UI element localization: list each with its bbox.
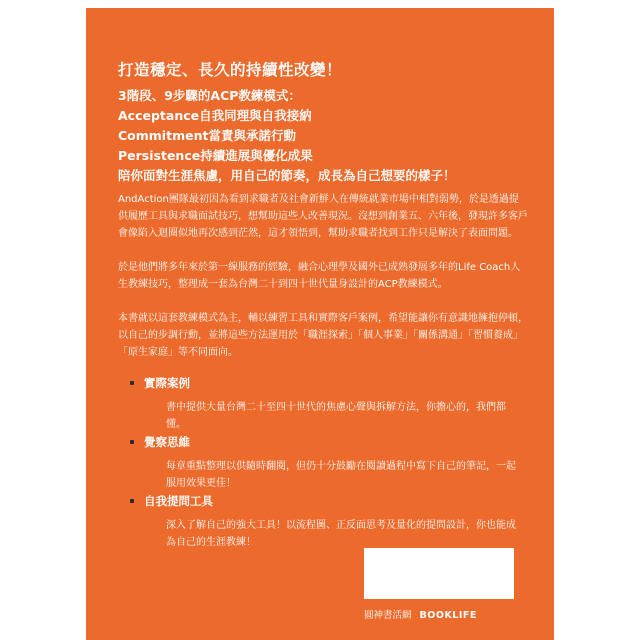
bullet-icon (130, 440, 134, 444)
feature-body: 深入了解自己的強大工具！以流程圖、正反面思考及量化的提問設計，你也能成為自己的生涯教練！ (166, 520, 516, 548)
feature-title: 覺察思維 (144, 435, 190, 449)
feature-title: 實際案例 (144, 376, 190, 390)
acp-summary (118, 86, 456, 186)
acp-line: Acceptance自我同理與自我接納 (118, 108, 312, 123)
intro-paragraph: AndAction團隊最初因為看到求職者及社會新鮮人在傳統就業市場中相對弱勢，於是透過提供履歷工具與求職面試技巧，想幫助這些人改善現況。沒想到創業五、六年後，發現許多客戶會像陷入迴圈似地再次感到茫然，這才領悟到，幫助求職者找到工作只是解決了表面問題。 (118, 194, 528, 239)
barcode-area (364, 548, 514, 599)
bullet-icon (130, 499, 134, 503)
feature-body: 每章重點整理以供隨時翻閱，但仍十分鼓勵在閱讀過程中寫下自己的筆記，一起服用效果更佳！ (166, 461, 516, 489)
method-paragraph: 於是他們將多年來於第一線服務的經驗，融合心理學及國外已成熟發展多年的Life Coach人生教練技巧，整理成一套為台灣二十到四十世代量身設計的ACP教練模式。 (118, 262, 521, 290)
acp-line: Commitment當責與承諾行動 (118, 128, 296, 143)
book-paragraph: 本書就以這套教練模式為主，輔以練習工具和實際客戶案例，希望能讓你有意識地擁抱停頓，以自己的步調行動，並將這些方法運用於「職涯探索」「個人事業」「關係溝通」「習慣養成」「原生家庭」等不同面向。 (118, 313, 528, 358)
feature-case-studies (144, 374, 520, 433)
acp-line: Persistence持續進展與優化成果 (118, 148, 313, 163)
feature-awareness (144, 433, 520, 492)
bullet-icon (130, 381, 134, 385)
feature-title: 自我提問工具 (144, 494, 213, 508)
publisher-name: 圓神書活網 (364, 610, 412, 621)
publisher-logo (364, 607, 477, 621)
acp-line: 陪你面對生涯焦慮，用自己的節奏，成長為自己想要的樣子！ (118, 168, 456, 183)
acp-line: 3階段、9步驟的ACP教練模式： (118, 88, 301, 103)
feature-self-questioning (144, 492, 520, 551)
publisher-brand: BOOKLIFE (419, 610, 477, 621)
headline: 打造穩定、長久的持續性改變！ (118, 61, 343, 79)
feature-body: 書中提供大量台灣二十至四十世代的焦慮心聲與拆解方法，你擔心的，我們都懂。 (166, 402, 506, 430)
book-back-cover (86, 8, 554, 640)
